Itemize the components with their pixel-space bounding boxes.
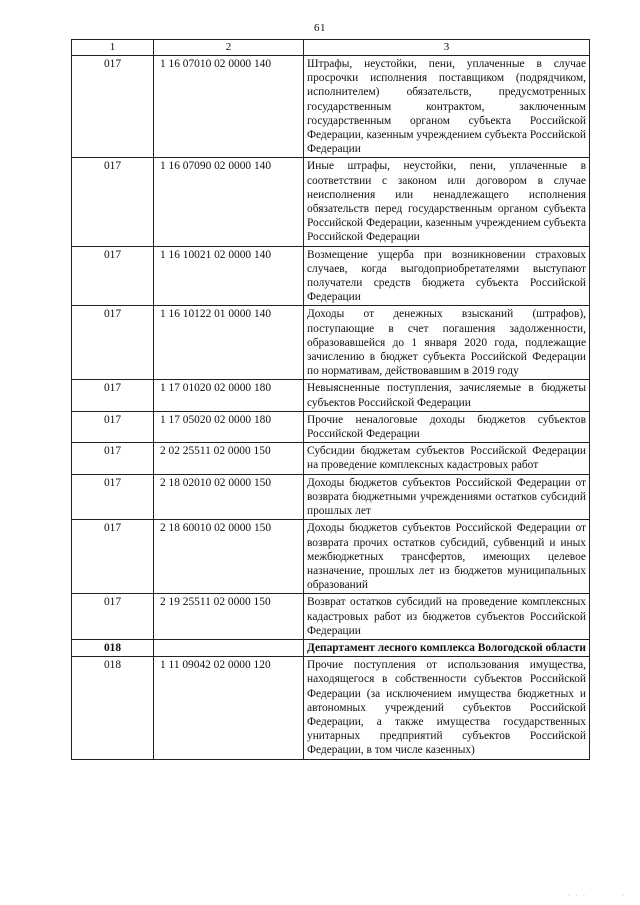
admin-code-cell: 017: [72, 246, 154, 306]
admin-code-cell: 017: [72, 594, 154, 640]
budget-code-cell: 1 16 07010 02 0000 140: [154, 56, 304, 158]
budget-code-cell: 2 18 60010 02 0000 150: [154, 520, 304, 594]
table-row: [72, 639, 590, 656]
description-cell: Доходы бюджетов субъектов Российской Федерации от возврата бюджетными учреждениями остатков субсидий прошлых лет: [304, 474, 590, 520]
table-row: [72, 520, 590, 594]
table-header-row: [72, 40, 590, 56]
table-row: [72, 380, 590, 411]
description-cell: Субсидии бюджетам субъектов Российской Федерации на проведение комплексных кадастровых работ: [304, 443, 590, 474]
table-row: [72, 411, 590, 442]
admin-code-cell: 017: [72, 158, 154, 246]
description-cell: Невыясненные поступления, зачисляемые в бюджеты субъектов Российской Федерации: [304, 380, 590, 411]
description-cell: Возмещение ущерба при возникновении страховых случаев, когда выгодоприобретателями выступают получатели средств бюджета субъекта Российской Федерации: [304, 246, 590, 306]
admin-code-cell: 017: [72, 380, 154, 411]
admin-code-cell: 017: [72, 56, 154, 158]
column-header: 1: [72, 40, 154, 56]
admin-code-cell: 017: [72, 443, 154, 474]
description-cell: Прочие поступления от использования имущества, находящегося в собственности субъектов Российской Федерации (за исключением имущества бюджетных и автономных учреждений субъектов Российской Федерации, а также имущества государственных унитарных предприятий субъектов Российской Федерации, в том числе казенных): [304, 657, 590, 759]
table-row: [72, 474, 590, 520]
table-row: [72, 158, 590, 246]
page-number: 61: [314, 22, 326, 34]
budget-code-cell: 1 16 07090 02 0000 140: [154, 158, 304, 246]
scan-mark: ·: [622, 893, 624, 899]
budget-code-cell: 1 16 10021 02 0000 140: [154, 246, 304, 306]
budget-code-cell: 1 17 05020 02 0000 180: [154, 411, 304, 442]
table-row: [72, 246, 590, 306]
table-row: [72, 306, 590, 380]
description-cell: Департамент лесного комплекса Вологодской области: [304, 639, 590, 656]
budget-code-cell: 1 17 01020 02 0000 180: [154, 380, 304, 411]
description-cell: Прочие неналоговые доходы бюджетов субъектов Российской Федерации: [304, 411, 590, 442]
budget-code-cell: 1 16 10122 01 0000 140: [154, 306, 304, 380]
description-cell: Штрафы, неустойки, пени, уплаченные в случае просрочки исполнения поставщиком (подрядчиком, исполнителем) обязательств, предусмотренных государственным контрактом, заключенным государственным органом субъекта Российской Федерации, казенным учреждением субъекта Российской Федерации: [304, 56, 590, 158]
revenue-codes-table: [71, 39, 590, 760]
admin-code-cell: 018: [72, 657, 154, 759]
table-row: [72, 56, 590, 158]
admin-code-cell: 017: [72, 520, 154, 594]
description-cell: Доходы от денежных взысканий (штрафов), поступающие в счет погашения задолженности, образовавшейся до 1 января 2020 года, подлежащие зачислению в бюджет субъекта Российской Федерации по нормативам, действовавшим в 2019 году: [304, 306, 590, 380]
budget-code-cell: 2 18 02010 02 0000 150: [154, 474, 304, 520]
admin-code-cell: 017: [72, 411, 154, 442]
admin-code-cell: 017: [72, 474, 154, 520]
description-cell: Доходы бюджетов субъектов Российской Федерации от возврата прочих остатков субсидий, субвенций и иных межбюджетных трансфертов, имеющих целевое назначение, прошлых лет из бюджетов муниципальных образований: [304, 520, 590, 594]
scan-mark: · · ·: [568, 893, 587, 899]
table-row: [72, 657, 590, 759]
admin-code-cell: 018: [72, 639, 154, 656]
budget-code-cell: 1 11 09042 02 0000 120: [154, 657, 304, 759]
budget-code-cell: [154, 639, 304, 656]
admin-code-cell: 017: [72, 306, 154, 380]
budget-code-cell: 2 02 25511 02 0000 150: [154, 443, 304, 474]
table-row: [72, 594, 590, 640]
description-cell: Возврат остатков субсидий на проведение комплексных кадастровых работ из бюджетов субъектов Российской Федерации: [304, 594, 590, 640]
table-row: [72, 443, 590, 474]
budget-code-cell: 2 19 25511 02 0000 150: [154, 594, 304, 640]
description-cell: Иные штрафы, неустойки, пени, уплаченные в соответствии с законом или договором в случае неисполнения или ненадлежащего исполнения обязательств перед государственным органом субъекта Российской Федерации, казенным учреждением субъекта Российской Федерации: [304, 158, 590, 246]
column-header: 2: [154, 40, 304, 56]
column-header: 3: [304, 40, 590, 56]
